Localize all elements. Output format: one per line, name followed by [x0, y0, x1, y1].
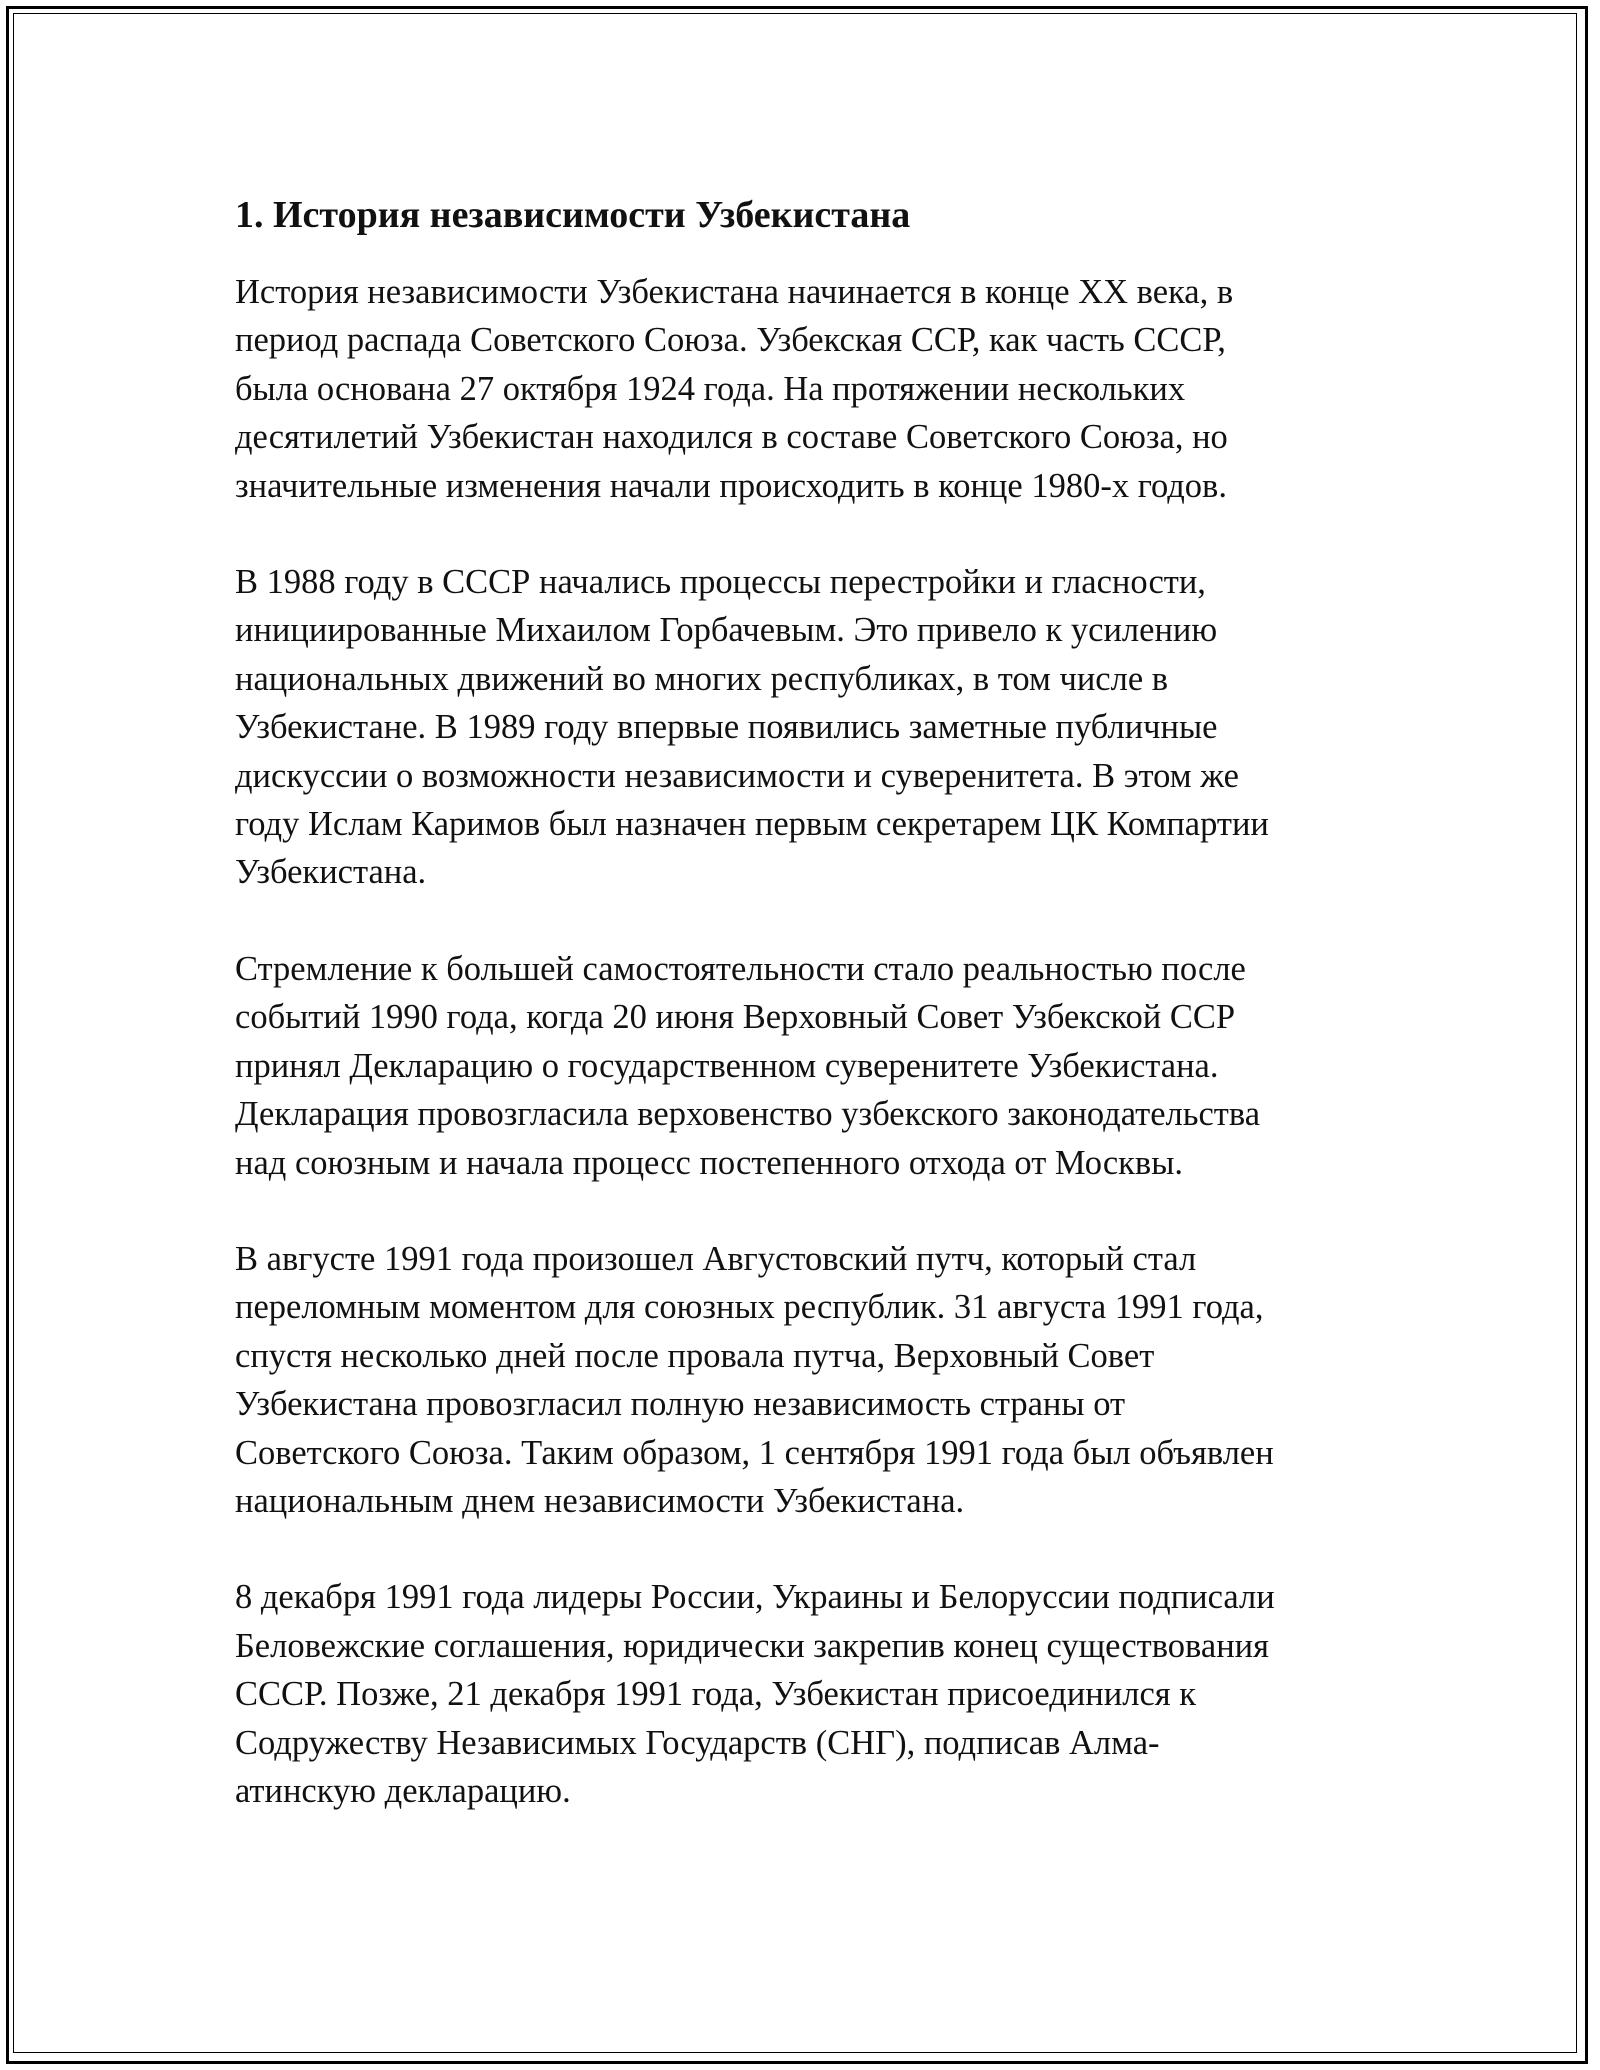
paragraph-3: Стремление к большей самостоятельности стало реальностью после событий 1990 года, когда 20 июня Верховный Совет Узбекской ССР принял Декларацию о государственном суверенитете Узбекистана. Декларация провозгласила верховенство узбекского законодательства над союзным и начала процесс постепенного отхода от Москвы. [235, 949, 1261, 1182]
paragraph-1: История независимости Узбекистана начинается в конце XX века, в период распада Советского Союза. Узбекская ССР, как часть СССР, была основана 27 октября 1924 года. На протяжении нескольких десятилетий Узбекистан находился в составе Советского Союза, но значительные изменения начали происходить в конце 1980-х годов. [235, 273, 1234, 505]
paragraph-2: В 1988 году в СССР начались процессы перестройки и гласности, инициированные Михаилом Горбачевым. Это привело к усилению национальных движений во многих республиках, в том числе в Узбекистане. В 1989 году впервые появились заметные публичные дискуссии о возможности независимости и суверенитета. В этом же году Ислам Каримов был назначен первым секретарем ЦК Компартии Узбекистана. [235, 563, 1269, 892]
document-body [235, 190, 1365, 1863]
paragraph-4: В августе 1991 года произошел Августовский путч, который стал переломным моментом для союзных республик. 31 августа 1991 года, спустя несколько дней после провала путча, Верховный Совет Узбекистана провозгласил полную независимость страны от Советского Союза. Таким образом, 1 сентября 1991 года был объявлен национальным днем независимости Узбекистана. [235, 1239, 1274, 1520]
paragraph-5: 8 декабря 1991 года лидеры России, Украины и Белоруссии подписали Беловежские соглашения, юридически закрепив конец существования СССР. Позже, 21 декабря 1991 года, Узбекистан присоединился к Содружеству Независимых Государств (СНГ), подписав Алма- атинскую декларацию. [235, 1578, 1275, 1810]
section-heading: 1. История независимости Узбекистана [235, 194, 911, 236]
